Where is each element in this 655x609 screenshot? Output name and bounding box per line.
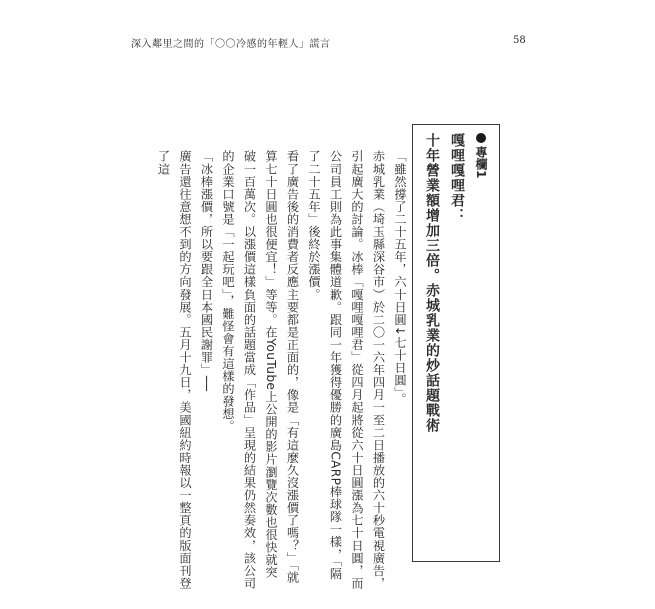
body-paragraph: 「冰棒漲價，所以要跟全日本國民謝罪」── xyxy=(199,150,214,392)
column-heading-line-1: 嘎哩嘎哩君： xyxy=(449,133,465,223)
bullet-icon xyxy=(476,133,486,143)
column-title-box xyxy=(412,124,500,562)
body-paragraph: 廣告還往意想不到的方向發展。五月十九日，美國紐約時報以一整頁的版面刊登了這 xyxy=(156,150,192,590)
column-label-text: 專欄1 xyxy=(474,146,488,179)
body-paragraph: 「雖然撐了二十五年，六十日圓↓七十日圓」。 xyxy=(393,150,407,406)
body-text xyxy=(152,150,410,590)
column-label xyxy=(473,133,490,178)
column-heading-line-2: 十年營業額增加三倍。赤城乳業的炒話題戰術 xyxy=(424,133,440,433)
running-header-title: 深入鄰里之間的「〇〇冷感的年輕人」謊言 xyxy=(131,39,331,50)
page-number: 58 xyxy=(513,35,526,46)
body-paragraph: 赤城乳業（埼玉縣深谷市）於二〇一六年四月一至二日播放的六十秒電視廣告，引起廣大的討論。冰棒「嘎哩嘎哩君」從四月起將從六十日圓漲為七十日圓，而公司員工則為此事集體道歉。跟同一年獲得優勝的廣島CARP棒球隊一樣，「隔了二十五年」後終於漲價。 xyxy=(307,150,386,590)
body-paragraph: 看了廣告後的消費者反應主要都是正面的，像是「有這麼久沒漲價了嗎？」「就算七十日圓也很便宜！」等等。在YouTube上公開的影片瀏覽次數也很快就突破一百萬次。以漲價這樣負面的話題當成「作品」呈現的結果仍然奏效，該公司的企業口號是「一起玩吧」，難怪會有這樣的發想。 xyxy=(221,150,300,590)
